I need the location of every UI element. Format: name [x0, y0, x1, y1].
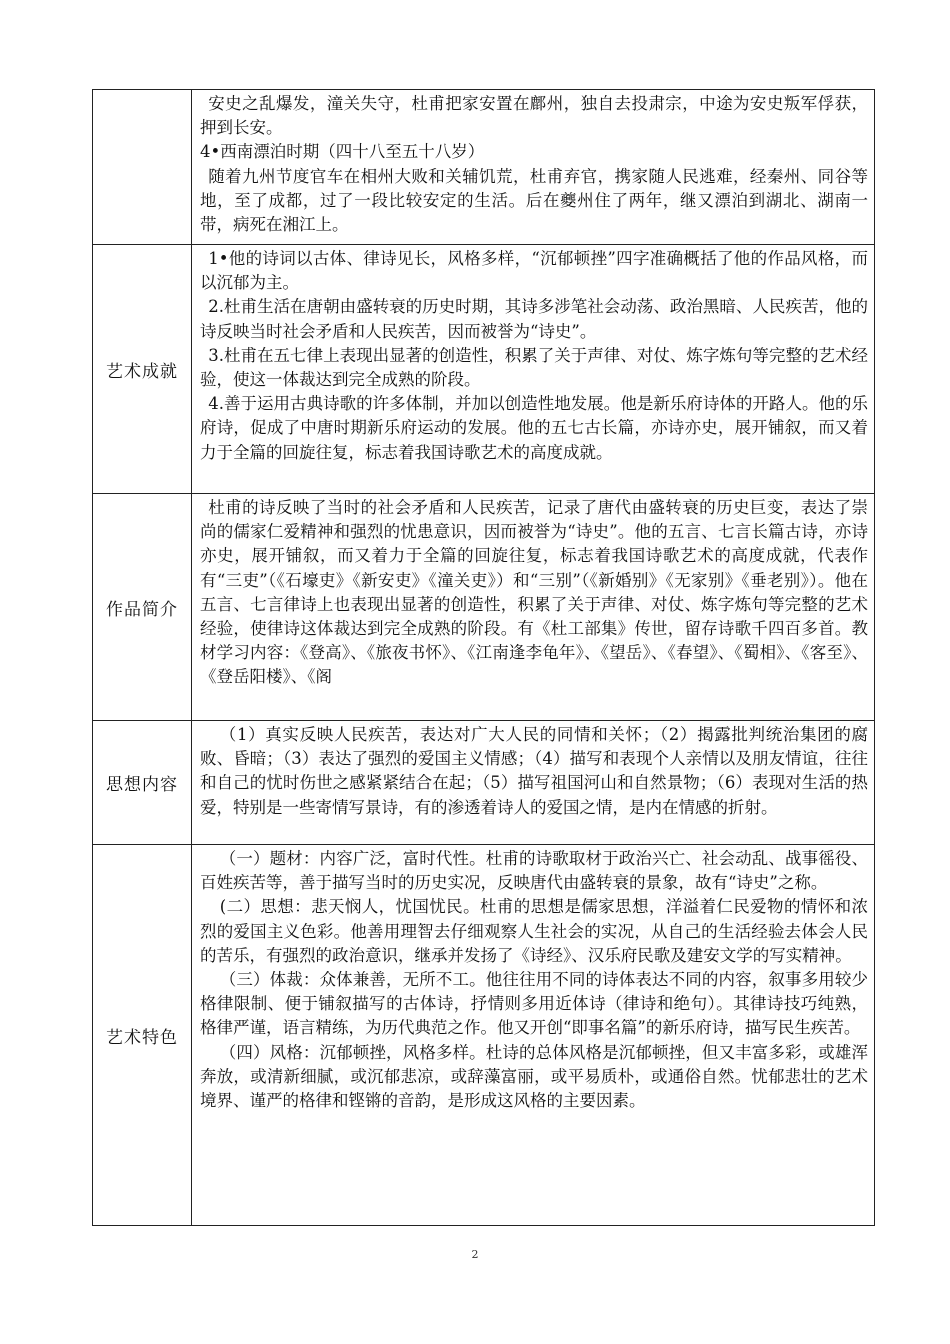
- table-row-works-intro: [93, 494, 875, 721]
- paragraph: (二）思想：悲天悯人，忧国忧民。杜甫的思想是儒家思想，洋溢着仁民爱物的情怀和浓烈的爱国主义色彩。他善用理智去仔细观察人生社会的实况，从自己的生活经验去体会人民的苦乐，有强烈的政治意识，继承并发扬了《诗经》、汉乐府民歌及建安文学的写实精神。: [200, 897, 868, 965]
- paragraph: 随着九州节度官车在相州大败和关辅饥荒，杜甫弃官，携家随人民逃难，经秦州、同谷等地，至了成都，过了一段比较安定的生活。后在夔州住了两年，继又漂泊到湖北、湖南一带，病死在湘江上。: [200, 166, 868, 235]
- row-label: 艺术成就: [93, 245, 192, 494]
- row-content: [192, 721, 875, 845]
- paragraph: 安史之乱爆发，潼关失守，杜甫把家安置在鄜州，独自去投肃宗，中途为安史叛军俘获，押到长安。: [200, 94, 868, 138]
- table-row-art-features: [93, 845, 875, 1226]
- paragraph: 1•他的诗词以古体、律诗见长，风格多样，“沉郁顿挫”四字准确概括了他的作品风格，而以沉郁为主。: [200, 249, 868, 293]
- page-number: 2: [471, 1248, 479, 1261]
- paragraph: 4.善于运用古典诗歌的许多体制，并加以创造性地发展。他是新乐府诗体的开路人。他的乐府诗，促成了中唐时期新乐府运动的发展。他的五七古长篇，亦诗亦史，展开铺叙，而又着力于全篇的回旋往复，标志着我国诗歌艺术的高度成就。: [200, 394, 868, 462]
- table-row-thought-content: [93, 721, 875, 845]
- row-content: [192, 245, 875, 494]
- row-label: 艺术特色: [93, 845, 192, 1226]
- section-heading: 4•西南漂泊时期（四十八至五十八岁）: [200, 142, 485, 162]
- row-content: [192, 845, 875, 1226]
- row-label: 作品简介: [93, 494, 192, 721]
- row-label: 思想内容: [93, 721, 192, 845]
- table-row-life-period: [93, 90, 875, 245]
- paragraph: （四）风格：沉郁顿挫，风格多样。杜诗的总体风格是沉郁顿挫，但又丰富多彩，或雄浑奔放，或清新细腻，或沉郁悲凉，或辞藻富丽，或平易质朴，或通俗自然。忧郁悲壮的艺术境界、谨严的格律和铿锵的音韵，是形成这风格的主要因素。: [200, 1042, 868, 1111]
- paragraph: 3.杜甫在五七律上表现出显著的创造性，积累了关于声律、对仗、炼字炼句等完整的艺术经验，使这一体裁达到完全成熟的阶段。: [200, 345, 868, 390]
- row-content: [192, 90, 875, 245]
- paragraph: （一）题材：内容广泛，富时代性。杜甫的诗歌取材于政治兴亡、社会动乱、战事徭役、百姓疾苦等，善于描写当时的历史实况，反映唐代由盛转衰的景象，故有“诗史”之称。: [200, 849, 868, 893]
- paragraph: 2.杜甫生活在唐朝由盛转衰的历史时期，其诗多涉笔社会动荡、政治黑暗、人民疾苦，他的诗反映当时社会矛盾和人民疾苦，因而被誉为“诗史”。: [200, 297, 868, 341]
- row-label: [93, 90, 192, 245]
- content-table: [92, 89, 875, 1226]
- row-content: [192, 494, 875, 721]
- table-row-art-achievement: [93, 245, 875, 494]
- paragraph: （三）体裁：众体兼善，无所不工。他往往用不同的诗体表达不同的内容，叙事多用较少格律限制、便于铺叙描写的古体诗，抒情则多用近体诗（律诗和绝句）。其律诗技巧纯熟，格律严谨，语言精练，为历代典范之作。他又开创“即事名篇”的新乐府诗，描写民生疾苦。: [200, 970, 868, 1038]
- paragraph: 杜甫的诗反映了当时的社会矛盾和人民疾苦，记录了唐代由盛转衰的历史巨变，表达了崇尚的儒家仁爱精神和强烈的忧患意识，因而被誉为“诗史”。他的五言、七言长篇古诗，亦诗亦史，展开铺叙，而又着力于全篇的回旋往复，标志着我国诗歌艺术的高度成就，代表作有“三吏”（《石壕吏》《新安吏》《潼关吏》）和“三别”（《新婚别》《无家别》《垂老别》）。他在五言、七言律诗上也表现出显著的创造性，积累了关于声律、对仗、炼字炼句等完整的艺术经验，使律诗这体裁达到完全成熟的阶段。有《杜工部集》传世，留存诗歌千四百多首。教材学习内容：《登高》、《旅夜书怀》、《江南逢李龟年》、《望岳》、《春望》、《蜀相》、《客至》、《登岳阳楼》、《阁: [200, 498, 868, 687]
- paragraph: （1）真实反映人民疾苦，表达对广大人民的同情和关怀；（2）揭露批判统治集团的腐败、昏暗；（3）表达了强烈的爱国主义情感；（4）描写和表现个人亲情以及朋友情谊，往往和自己的忧时伤世之感紧紧结合在起；（5）描写祖国河山和自然景物；（6）表现对生活的热爱，特别是一些寄情写景诗，有的渗透着诗人的爱国之情，是内在情感的折射。: [200, 725, 868, 817]
